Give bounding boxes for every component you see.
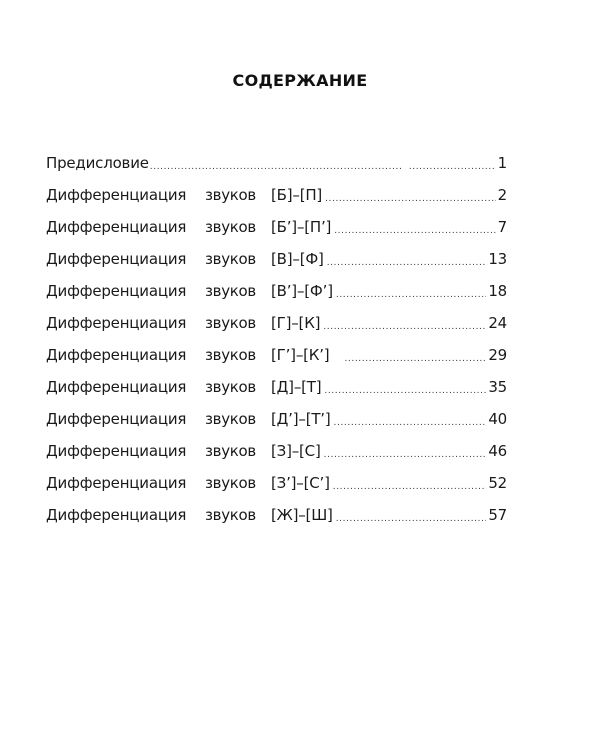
toc-entry-word1: Дифференциация — [46, 506, 187, 524]
toc-entry-word1: Дифференциация — [46, 218, 187, 236]
dot-leader — [333, 477, 487, 492]
toc-entry-sounds: [Б’]–[П’] — [271, 218, 332, 236]
toc-entry-preface[interactable] — [46, 147, 507, 179]
dot-leader — [150, 157, 403, 172]
toc-entry-word1: Дифференциация — [46, 250, 187, 268]
dot-leader — [334, 413, 487, 428]
toc-page-number: 7 — [497, 218, 507, 236]
toc-page-number: 46 — [488, 442, 507, 460]
toc-entry-word2: звуков — [205, 346, 256, 364]
toc-entry-sounds: [В]–[Ф] — [271, 250, 324, 268]
toc-entry-word1: Дифференциация — [46, 314, 187, 332]
toc-entry[interactable] — [46, 467, 507, 499]
toc-page-number: 57 — [488, 506, 507, 524]
toc-page-number: 18 — [488, 282, 507, 300]
toc-entry-word1: Дифференциация — [46, 474, 187, 492]
toc-entry-sounds: [В’]–[Ф’] — [271, 282, 333, 300]
toc-entry-sounds: [Г]–[К] — [271, 314, 321, 332]
dot-leader — [325, 189, 496, 204]
toc-page-number: 2 — [497, 186, 507, 204]
dot-leader — [336, 285, 486, 300]
toc-page-number: 24 — [488, 314, 507, 332]
toc-entry-sounds: [Д’]–[Т’] — [271, 410, 331, 428]
dot-leader — [324, 445, 487, 460]
toc-entry[interactable] — [46, 211, 507, 243]
toc-entry-word2: звуков — [205, 250, 256, 268]
toc-entry[interactable] — [46, 243, 507, 275]
toc-page-number: 52 — [488, 474, 507, 492]
toc-entry-word2: звуков — [205, 506, 256, 524]
toc-page-number: 40 — [488, 410, 507, 428]
toc-entry-word1: Дифференциация — [46, 282, 187, 300]
toc-entry-word1: Дифференциация — [46, 346, 187, 364]
toc-page-number: 1 — [497, 154, 507, 172]
toc-entry-word2: звуков — [205, 378, 256, 396]
toc-entry-label: Предисловие — [46, 154, 149, 172]
toc-entry[interactable] — [46, 499, 507, 531]
toc-entry-word2: звуков — [205, 282, 256, 300]
toc-page-number: 29 — [488, 346, 507, 364]
dot-leader — [323, 317, 486, 332]
toc-entry[interactable] — [46, 307, 507, 339]
toc-entry-word1: Дифференциация — [46, 442, 187, 460]
toc-entry-sounds: [Д]–[Т] — [271, 378, 322, 396]
toc-entry[interactable] — [46, 179, 507, 211]
toc-entry-word2: звуков — [205, 474, 256, 492]
toc-entry-word2: звуков — [205, 442, 256, 460]
dot-leader — [344, 349, 486, 364]
dot-leader — [336, 509, 487, 524]
dot-leader — [334, 221, 495, 236]
toc-entry-word1: Дифференциация — [46, 378, 187, 396]
toc-entry-word1: Дифференциация — [46, 186, 187, 204]
toc-entry-word2: звуков — [205, 314, 256, 332]
toc-entry-word2: звуков — [205, 186, 256, 204]
toc-entry[interactable] — [46, 371, 507, 403]
toc-entry-word1: Дифференциация — [46, 410, 187, 428]
table-of-contents — [46, 147, 507, 531]
toc-entry-word2: звуков — [205, 218, 256, 236]
toc-entry-sounds: [З’]–[С’] — [271, 474, 330, 492]
dot-leader — [324, 381, 486, 396]
dot-leader — [409, 157, 496, 172]
toc-entry-word2: звуков — [205, 410, 256, 428]
toc-entry[interactable] — [46, 435, 507, 467]
toc-entry-sounds: [Б]–[П] — [271, 186, 323, 204]
dot-leader — [327, 253, 487, 268]
toc-entry[interactable] — [46, 339, 507, 371]
toc-entry-sounds: [Г’]–[К’] — [271, 346, 330, 364]
toc-entry-sounds: [Ж]–[Ш] — [271, 506, 333, 524]
page-title: СОДЕРЖАНИЕ — [232, 71, 368, 90]
toc-entry[interactable] — [46, 403, 507, 435]
toc-entry-sounds: [З]–[С] — [271, 442, 321, 460]
toc-page-number: 13 — [488, 250, 507, 268]
toc-page-number: 35 — [488, 378, 507, 396]
toc-entry[interactable] — [46, 275, 507, 307]
